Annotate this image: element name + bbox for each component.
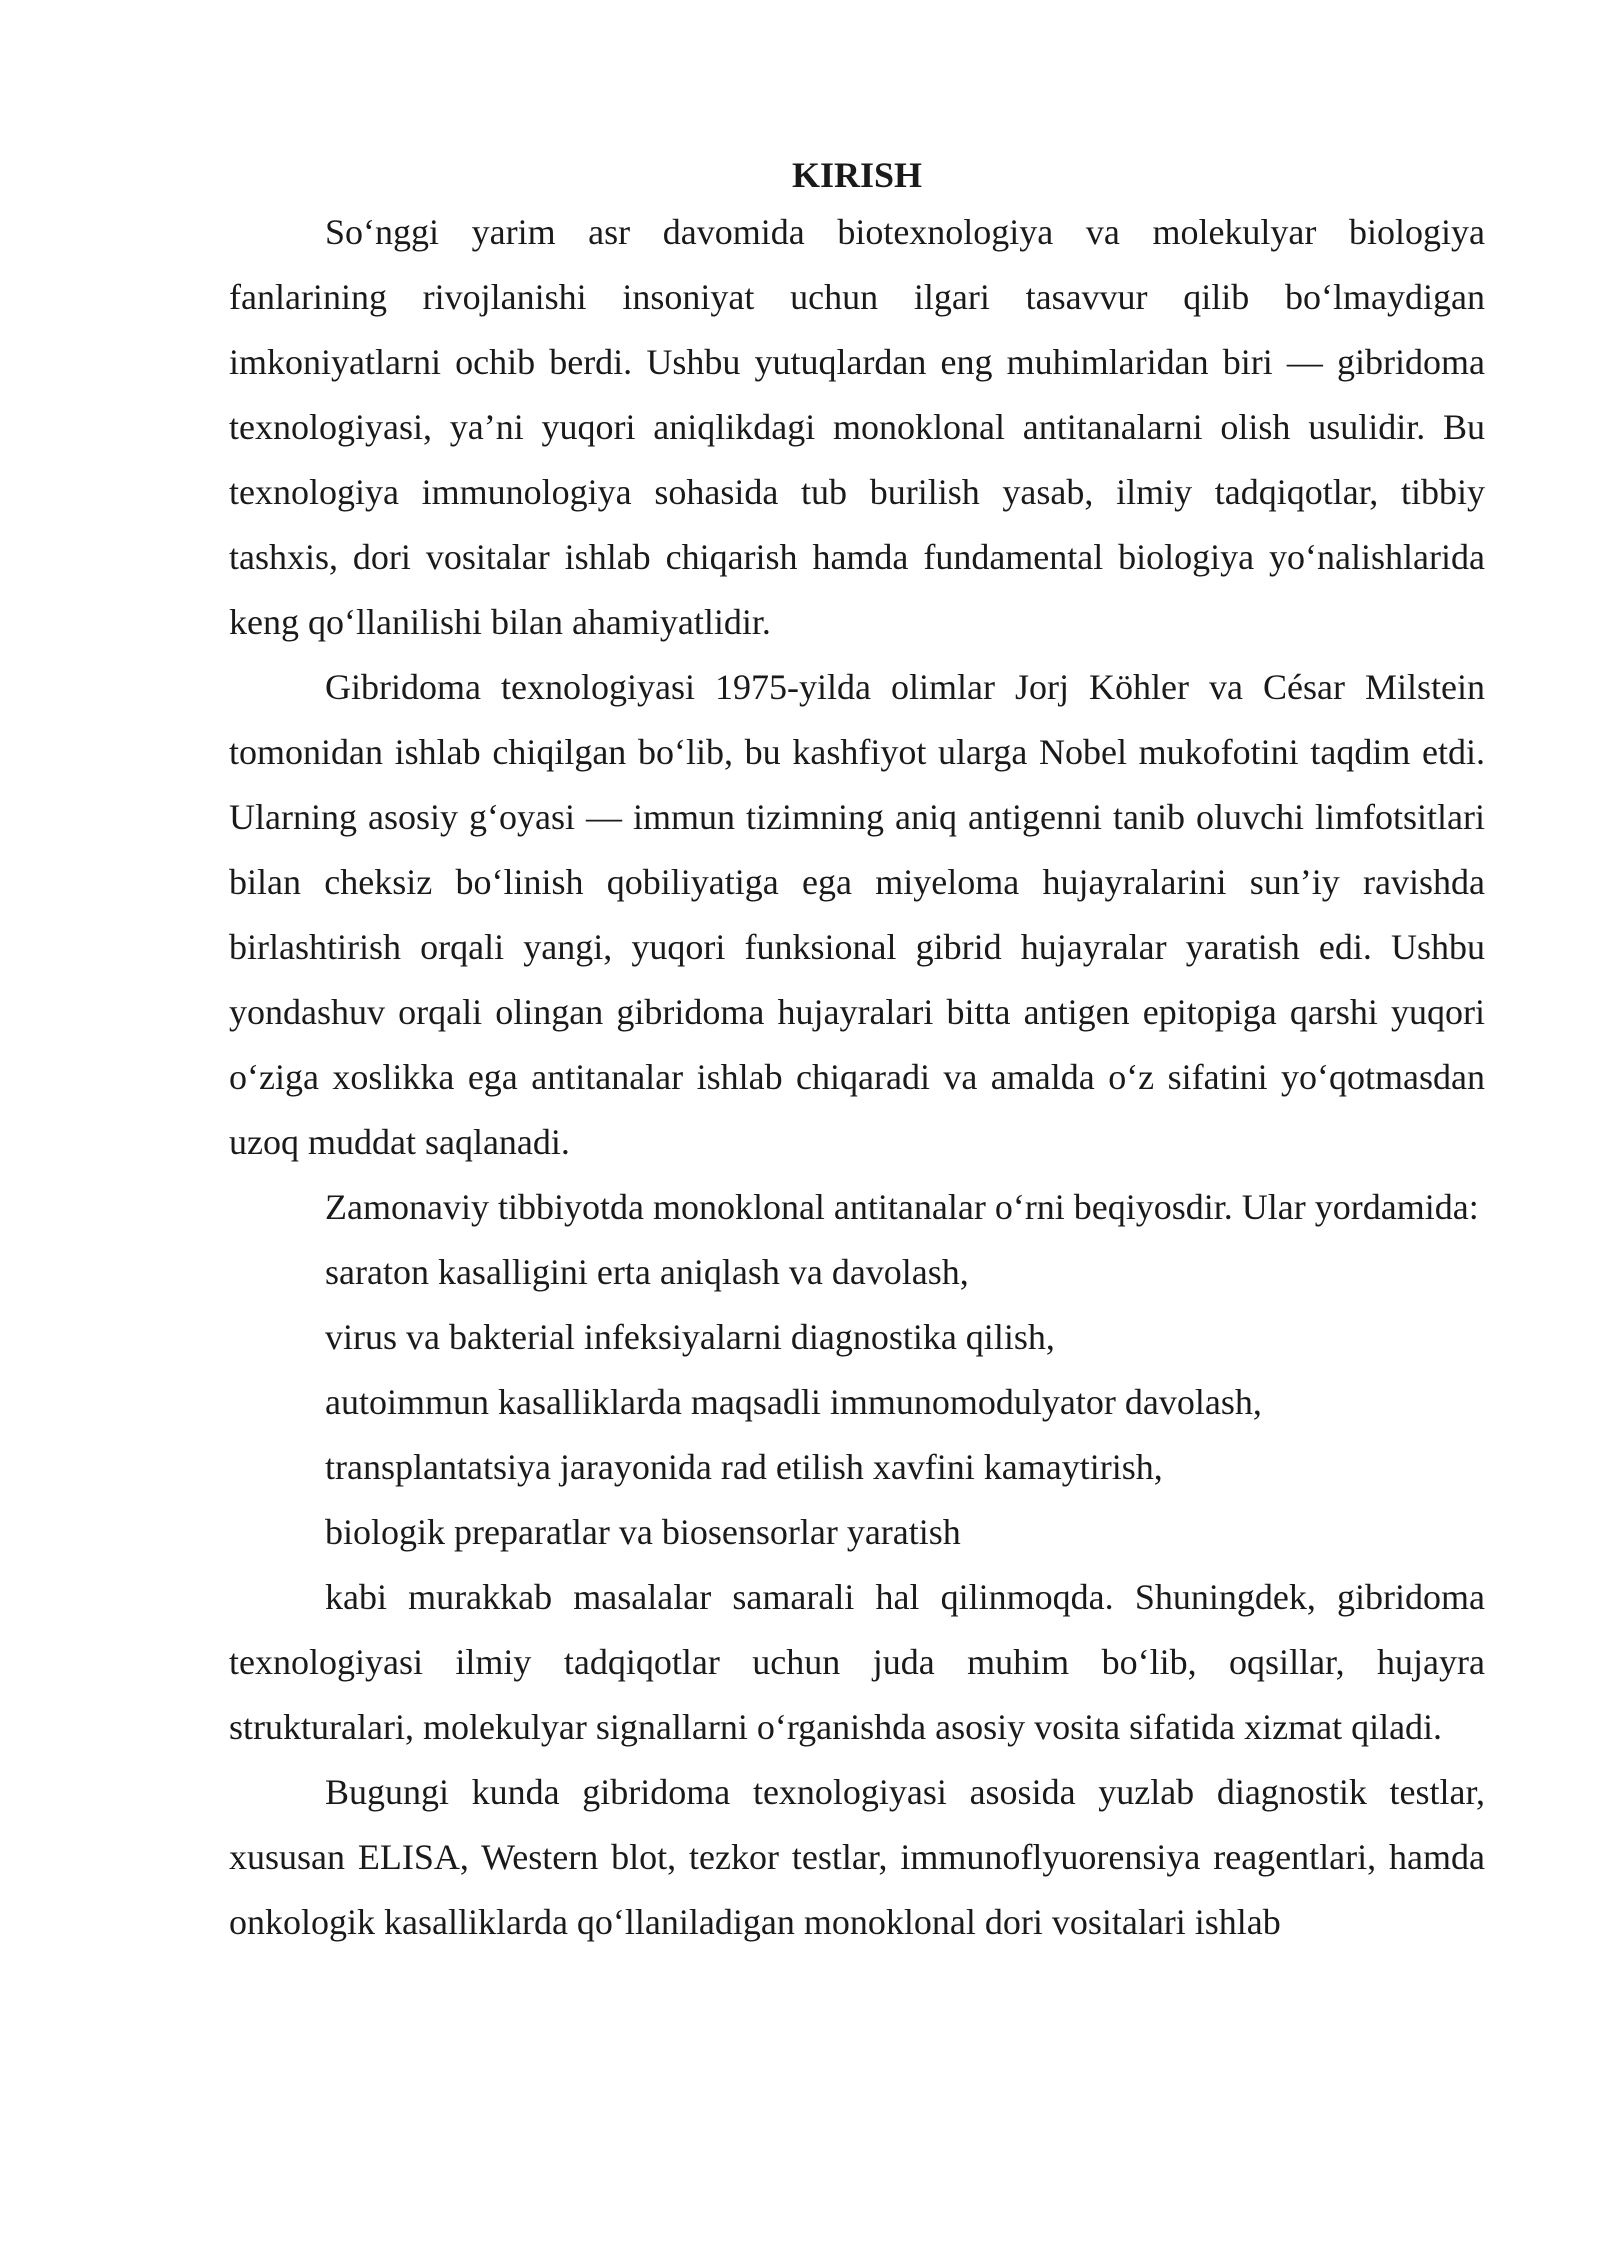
list-item: transplantatsiya jarayonida rad etilish xavfini kamaytirish, xyxy=(325,1447,1163,1487)
list-item: virus va bakterial infeksiyalarni diagnostika qilish, xyxy=(325,1317,1055,1357)
paragraph-2: Gibridoma texnologiyasi 1975-yilda olimlar Jorj Köhler va César Milstein tomonidan ishlab chiqilgan bo‘lib, bu kashfiyot ularga Nobel mukofotini taqdim etdi. Ularning asosiy g‘oyasi — immun tizimning aniq antigenni tanib oluvchi limfotsitlari bilan cheksiz bo‘linish qobiliyatiga ega miyeloma hujayralarini sun’iy ravishda birlashtirish orqali yangi, yuqori funksional gibrid hujayralar yaratish edi. Ushbu yondashuv orqali olingan gibridoma hujayralari bitta antigen epitopiga qarshi yuqori o‘ziga xoslikka ega antitanalar ishlab chiqaradi va amalda o‘z sifatini yo‘qotmasdan uzoq muddat saqlanadi. xyxy=(229,667,1485,1162)
paragraph-5: Bugungi kunda gibridoma texnologiyasi asosida yuzlab diagnostik testlar, xususan ELISA, Western blot, tezkor testlar, immunoflyuorensiya reagentlari, hamda onkologik kasalliklarda qo‘llaniladigan monoklonal dori vositalari ishlab xyxy=(229,1772,1485,1942)
paragraph-3: Zamonaviy tibbiyotda monoklonal antitanalar o‘rni beqiyosdir. Ular yordamida: xyxy=(325,1187,1479,1227)
document-page xyxy=(229,150,1485,1955)
paragraph-1: So‘nggi yarim asr davomida biotexnologiya va molekulyar biologiya fanlarining rivojlanishi insoniyat uchun ilgari tasavvur qilib bo‘lmaydigan imkoniyatlarni ochib berdi. Ushbu yutuqlardan eng muhimlaridan biri — gibridoma texnologiyasi, ya’ni yuqori aniqlikdagi monoklonal antitanalarni olish usulidir. Bu texnologiya immunologiya sohasida tub burilish yasab, ilmiy tadqiqotlar, tibbiy tashxis, dori vositalar ishlab chiqarish hamda fundamental biologiya yo‘nalishlarida keng qo‘llanilishi bilan ahamiyatlidir. xyxy=(229,212,1485,642)
paragraph-4: kabi murakkab masalalar samarali hal qilinmoqda. Shuningdek, gibridoma texnologiyasi ilmiy tadqiqotlar uchun juda muhim bo‘lib, oqsillar, hujayra strukturalari, molekulyar signallarni o‘rganishda asosiy vosita sifatida xizmat qiladi. xyxy=(229,1577,1485,1747)
list-item: saraton kasalligini erta aniqlash va davolash, xyxy=(325,1252,969,1292)
list-item: autoimmun kasalliklarda maqsadli immunomodulyator davolash, xyxy=(325,1382,1262,1422)
list-item: biologik preparatlar va biosensorlar yaratish xyxy=(325,1512,961,1552)
usage-list xyxy=(229,1240,1485,1565)
page-title: KIRISH xyxy=(791,155,923,195)
